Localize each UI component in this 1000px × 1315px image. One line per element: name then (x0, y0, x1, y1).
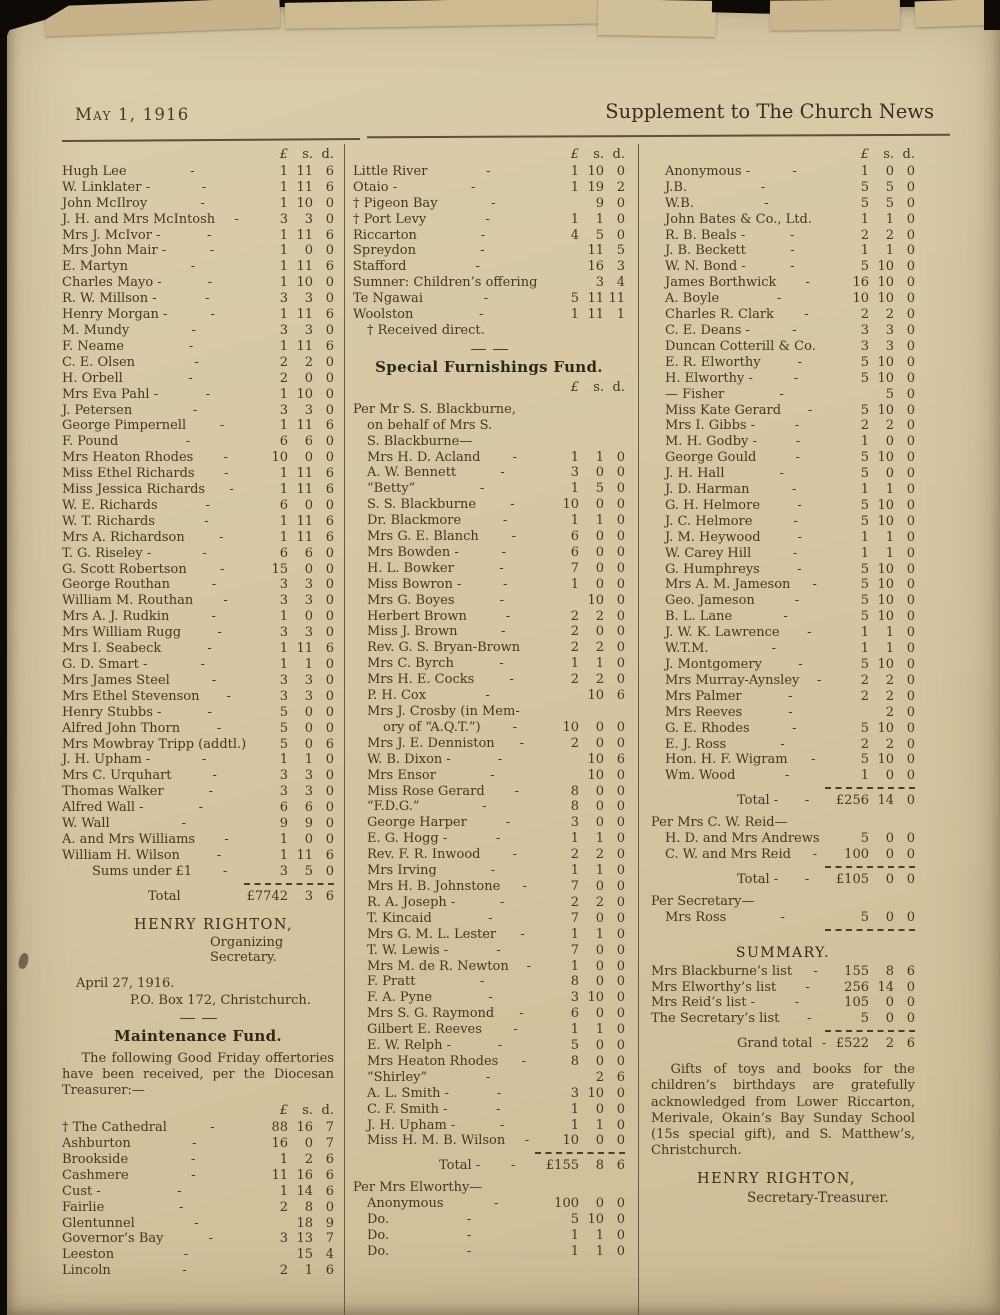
ledger-row: John McIlroy - 1 10 0 (62, 195, 334, 211)
ledger-row: Mrs J. McIvor - - 1 11 6 (62, 227, 334, 243)
ledger-row: Little River - 1 10 0 (353, 163, 625, 179)
furnishings-donations-list (353, 380, 625, 1260)
ledger-row: Sumner: Children’s offering 3 4 (353, 275, 625, 291)
ledger-row: W. E. Richards - 6 0 0 (62, 497, 334, 513)
ledger-row: Anonymous - - 1 0 0 (665, 163, 915, 179)
ledger-row: C. W. and Mrs Reid - 100 0 0 (665, 846, 915, 862)
ledger-row: C. F. Smith - - 1 0 0 (367, 1101, 625, 1117)
ledger-row: H. Elworthy - - 5 10 0 (665, 370, 915, 386)
ledger-row: E. R. Elworthy - 5 10 0 (665, 354, 915, 370)
ledger-row: A. L. Smith - - 3 10 0 (367, 1085, 625, 1101)
ledger-row: G. D. Smart - - 1 1 0 (62, 657, 334, 672)
ledger-row: George Pimpernell - 1 11 6 (62, 418, 334, 434)
group-label: Mrs J. Crosby (in Mem- (367, 704, 520, 719)
ledger-row: Mrs Palmer - 2 2 0 (665, 688, 915, 704)
ledger-row: Riccarton - 4 5 0 (353, 227, 625, 243)
ledger-row: Gilbert E. Reeves - 1 1 0 (367, 1022, 625, 1038)
ledger-row: Do. - 1 1 0 (367, 1228, 625, 1243)
ledger-row: J. H. Upham - - 1 1 0 (62, 752, 334, 768)
ledger-row: Woolston - 1 11 1 (353, 307, 625, 323)
column-left (62, 147, 334, 1279)
ledger-row: Geo. Jameson - 5 10 0 (665, 593, 915, 609)
ledger-row: Mrs Eva Pahl - - 1 10 0 (62, 386, 334, 402)
ledger-row: W. T. Richards - 1 11 6 (62, 513, 334, 529)
ledger-row: P. H. Cox - 10 6 (367, 688, 625, 704)
ledger-row: Mrs I. Seabeck - 1 11 6 (62, 641, 334, 657)
ledger-row: Mrs Ensor - 10 0 (367, 767, 625, 783)
ledger-row: Hon. H. F. Wigram - 5 10 0 (665, 752, 915, 768)
ledger-row: Mrs A. Richardson - 1 11 6 (62, 529, 334, 545)
amount-rule (651, 1030, 915, 1032)
ledger-row: R. A. Joseph - - 2 2 0 (367, 894, 625, 910)
ledger-row: W. B. Dixon - - 10 6 (367, 751, 625, 767)
amount-rule (62, 883, 334, 885)
ledger-row: T. W. Lewis - - 7 0 0 (367, 942, 625, 958)
offertories-list (62, 1103, 334, 1279)
ledger-row: Miss Rose Gerard - 8 0 0 (367, 783, 625, 799)
money-columns-header: £ s. d. (860, 147, 915, 162)
ledger-row: Mrs Ethel Stevenson - 3 3 0 (62, 688, 334, 704)
header-rule-right (367, 134, 950, 138)
ledger-row: Mrs Bowden - - 6 0 0 (367, 544, 625, 560)
ledger-row: Mrs I. Gibbs - - 2 2 0 (665, 418, 915, 434)
ledger-row: Mrs Ross - 5 0 0 (665, 909, 915, 925)
donations-list-right (651, 147, 915, 931)
ledger-row: S. S. Blackburne - 10 0 0 (367, 497, 625, 513)
ledger-row: Mrs Irving - 1 1 0 (367, 863, 625, 879)
ledger-row: Mrs Murray-Aynsley - 2 2 0 (665, 672, 915, 688)
group-label: Per Secretary— (651, 893, 755, 909)
ledger-row: George Gould - 5 10 0 (665, 450, 915, 466)
ledger-row: J. C. Helmore - 5 10 0 (665, 513, 915, 529)
section-divider (62, 1018, 334, 1019)
ledger-row: “F.D.G.” - 8 0 0 (367, 799, 625, 815)
ledger-row: C. E. Deans - - 3 3 0 (665, 322, 915, 338)
amount-rule (651, 787, 915, 789)
ledger-row: Dr. Blackmore - 1 1 0 (367, 513, 625, 529)
ledger-row: Miss Kate Gerard - 5 10 0 (665, 402, 915, 418)
ledger-row: Wm. Wood - 1 0 0 (665, 768, 915, 784)
gifts-paragraph: Gifts of toys and books for the children’s birthdays are gratefully acknowledged from Lower Riccarton, Merivale, Okain’s Bay Sunday School (15s special gift), and S. Matthew’s, Christchurch. (651, 1062, 915, 1159)
ledger-row: George Routhan - 3 3 0 (62, 577, 334, 593)
ledger-row: G. H. Helmore - 5 10 0 (665, 497, 915, 513)
ledger-row: J.B. - 5 5 0 (665, 179, 915, 195)
ledger-row: Mrs Mowbray Tripp (addtl.) 5 0 6 (62, 736, 334, 752)
parishes-list (353, 147, 625, 339)
amount-rule (353, 1152, 625, 1154)
ledger-row: J. B. Beckett - 1 1 0 (665, 243, 915, 259)
masthead-title: Supplement to The Church News (605, 100, 934, 123)
ledger-row: Ashburton - 16 0 7 (62, 1136, 334, 1152)
ledger-row: Miss H. M. B. Wilson - 10 0 0 (367, 1133, 625, 1149)
ledger-row: Alfred John Thorn - 5 0 0 (62, 720, 334, 736)
ledger-row: George Harper - 3 0 0 (367, 815, 625, 831)
ledger-row: W. Carey Hill - 1 1 0 (665, 545, 915, 561)
ledger-row: F. Pratt - 8 0 0 (367, 974, 625, 990)
ledger-row: William M. Routhan - 3 3 0 (62, 593, 334, 609)
ledger-row: Hugh Lee - 1 11 6 (62, 163, 334, 179)
ledger-row: H. D. and Mrs Andrews 5 0 0 (665, 831, 915, 847)
ledger-row: B. L. Lane - 5 10 0 (665, 609, 915, 625)
section-divider (353, 349, 625, 350)
issue-date: May 1, 1916 (75, 105, 190, 124)
ledger-row: Stafford - 16 3 (353, 259, 625, 275)
group-label: Per Mrs C. W. Reid— (651, 815, 788, 831)
ledger-row: Cust - - 1 14 6 (62, 1183, 334, 1199)
ledger-row: Do. - 5 10 0 (367, 1212, 625, 1228)
ledger-row: Miss Jessica Richards - 1 11 6 (62, 482, 334, 498)
ledger-row: Governor’s Bay - 3 13 7 (62, 1231, 334, 1247)
header-rule-left (62, 138, 360, 142)
ledger-row: Henry Morgan - - 1 11 6 (62, 307, 334, 323)
special-furnishings-heading: Special Furnishings Fund. (375, 357, 603, 376)
total-row: Grand total - £522 2 6 (737, 1036, 915, 1052)
ledger-row: J. D. Harman - 1 1 0 (665, 482, 915, 498)
ledger-row: Mrs Heaton Rhodes - 8 0 0 (367, 1053, 625, 1069)
torn-gap (712, 0, 770, 14)
ledger-row: Mrs G. E. Blanch - 6 0 0 (367, 529, 625, 545)
group-label: S. Blackburne— (367, 433, 473, 449)
ledger-row: J. H. Upham - - 1 1 0 (367, 1117, 625, 1133)
money-columns-header: £ s. d. (279, 147, 334, 162)
ledger-row: Glentunnel - 18 9 (62, 1215, 334, 1231)
ledger-row: M. Mundy - 3 3 0 (62, 322, 334, 338)
ledger-row: — Fisher - 5 0 (665, 386, 915, 402)
ledger-row: T. G. Riseley - - 6 6 0 (62, 545, 334, 561)
paper-sheet (7, 7, 1000, 1315)
ledger-row: “Betty” - 1 5 0 (367, 481, 625, 497)
ledger-row: Rev. F. R. Inwood - 2 2 0 (367, 847, 625, 863)
ledger-row: Sums under £1 - 3 5 0 (92, 863, 334, 879)
ledger-row: Mrs Blackburne’s list - 155 8 6 (651, 963, 915, 979)
signature-title: Secretary-Treasurer. (747, 1190, 889, 1207)
ledger-row: E. J. Ross - 2 2 0 (665, 736, 915, 752)
ledger-row: J. M. Heywood - 1 1 0 (665, 529, 915, 545)
money-columns-header: £ s. d. (570, 379, 625, 395)
ledger-row: F. Pound - 6 6 0 (62, 434, 334, 450)
ledger-row: Mrs Reeves - 2 0 (665, 704, 915, 720)
ledger-row: Mrs S. G. Raymond - 6 0 0 (367, 1006, 625, 1022)
ledger-row: R. B. Beals - - 2 2 0 (665, 227, 915, 243)
amount-rule (651, 866, 915, 868)
ledger-row: Miss J. Brown - 2 0 0 (367, 624, 625, 640)
ledger-row: Te Ngawai - 5 11 11 (353, 291, 625, 307)
ledger-row: Thomas Walker - 3 3 0 (62, 784, 334, 800)
column-rule-1 (344, 144, 345, 1315)
money-columns-header: £ s. d. (279, 1103, 334, 1119)
ledger-row: Miss Bowron - - 1 0 0 (367, 576, 625, 592)
ledger-row: E. G. Hogg - - 1 1 0 (367, 831, 625, 847)
signature-address: P.O. Box 172, Christchurch. (130, 992, 311, 1008)
ledger-row: Charles Mayo - - 1 10 0 (62, 275, 334, 291)
ledger-row: Mrs Elworthy’s list - 256 14 0 (651, 979, 915, 995)
ledger-row: Anonymous - 100 0 0 (367, 1196, 625, 1212)
signature-name: HENRY RIGHTON, (134, 916, 293, 933)
ledger-row: The Secretary’s list - 5 0 0 (651, 1011, 915, 1027)
ledger-row: A. and Mrs Williams - 1 0 0 (62, 831, 334, 847)
ledger-row: T. Kincaid - 7 0 0 (367, 910, 625, 926)
ledger-row: Mrs G. M. L. Lester - 1 1 0 (367, 926, 625, 942)
total-row: Total - - £256 14 0 (737, 793, 915, 809)
ledger-row: E. Martyn - 1 11 6 (62, 259, 334, 275)
ledger-row: W. Linklater - - 1 11 6 (62, 179, 334, 195)
group-label: † Received direct. (367, 322, 485, 338)
column-right (651, 147, 915, 1206)
column-rule-2 (638, 144, 639, 1315)
ledger-row: Mrs James Steel - 3 3 0 (62, 672, 334, 688)
ledger-row: Mrs H. E. Cocks - 2 2 0 (367, 672, 625, 688)
amount-rule (651, 929, 915, 931)
ledger-row: H. L. Bowker - 7 0 0 (367, 560, 625, 576)
ledger-row: A. Boyle - 10 10 0 (665, 291, 915, 307)
ledger-row: J. Montgomery - 5 10 0 (665, 657, 915, 672)
ledger-row: Mrs C. Urquhart - 3 3 0 (62, 768, 334, 784)
ledger-row: H. Orbell - 2 0 0 (62, 370, 334, 386)
summary-heading: SUMMARY. (735, 944, 831, 961)
ledger-row: A. W. Bennett - 3 0 0 (367, 465, 625, 481)
ledger-row: Henry Stubbs - - 5 0 0 (62, 704, 334, 720)
ledger-row: Herbert Brown - 2 2 0 (367, 608, 625, 624)
group-label: Per Mr S. S. Blackburne, (353, 401, 517, 417)
column-middle (353, 147, 625, 1260)
ledger-row: M. H. Godby - - 1 0 0 (665, 434, 915, 450)
ledger-row: W.B. - 5 5 0 (665, 195, 915, 211)
ledger-row: Mrs G. Boyes - 10 0 (367, 592, 625, 608)
ledger-row: J. H. and Mrs McIntosh - 3 3 0 (62, 211, 334, 227)
ledger-row: G. Humphreys - 5 10 0 (665, 561, 915, 577)
ledger-row: John Bates & Co., Ltd. 1 1 0 (665, 211, 915, 227)
ledger-row: Cashmere - 11 16 6 (62, 1167, 334, 1183)
ledger-row: E. W. Relph - - 5 0 0 (367, 1038, 625, 1054)
ledger-row: Rev. G. S. Bryan-Brown 2 2 0 (367, 640, 625, 656)
ledger-row: Miss Ethel Richards - 1 11 6 (62, 466, 334, 482)
donations-list-left (62, 147, 334, 905)
ledger-row: J. W. K. Lawrence - 1 1 0 (665, 625, 915, 641)
ledger-row: R. W. Millson - - 3 3 0 (62, 291, 334, 307)
ledger-row: F. Neame - 1 11 6 (62, 338, 334, 354)
ledger-row: Alfred Wall - - 6 6 0 (62, 800, 334, 816)
ledger-row: Mrs H. B. Johnstone - 7 0 0 (367, 878, 625, 894)
ledger-row: Mrs A. M. Jameson - 5 10 0 (665, 577, 915, 593)
total-row: Total - - £105 0 0 (737, 871, 915, 887)
ledger-row: Mrs C. Byrch - 1 1 0 (367, 656, 625, 672)
ledger-row: Mrs J. E. Denniston - 2 0 0 (367, 735, 625, 751)
ledger-row: C. E. Olsen - 2 2 0 (62, 354, 334, 370)
ledger-row: Mrs John Mair - - 1 0 0 (62, 243, 334, 259)
ledger-row: Mrs Reid’s list - - 105 0 0 (651, 995, 915, 1011)
ledger-row: Mrs A. J. Rudkin - 1 0 0 (62, 609, 334, 625)
ledger-row: Mrs M. de R. Newton - 1 0 0 (367, 958, 625, 974)
ledger-row: Brookside - 1 2 6 (62, 1151, 334, 1167)
ledger-row: W. Wall - 9 9 0 (62, 816, 334, 832)
ledger-row: G. E. Rhodes - 5 10 0 (665, 720, 915, 736)
group-label: Per Mrs Elworthy— (353, 1180, 483, 1196)
ledger-row: “Shirley” - 2 6 (367, 1069, 625, 1085)
group-label: on behalf of Mrs S. (367, 417, 493, 433)
ledger-row: Otaio - - 1 19 2 (353, 179, 625, 195)
total-row: Total £7742 3 6 (148, 888, 334, 904)
ledger-row: Mrs William Rugg - 3 3 0 (62, 625, 334, 641)
money-columns-header: £ s. d. (570, 147, 625, 162)
maintenance-intro-paragraph: The following Good Friday offertories have been received, per the Diocesan Treasurer:— (62, 1050, 334, 1098)
ledger-row: † Pigeon Bay - 9 0 (353, 195, 625, 211)
ledger-row: Leeston - 15 4 (62, 1247, 334, 1263)
ledger-row: † Port Levy - 1 1 0 (353, 211, 625, 227)
ledger-row: William H. Wilson - 1 11 6 (62, 847, 334, 863)
ledger-row: G. Scott Robertson - 15 0 0 (62, 561, 334, 577)
ledger-row: F. A. Pyne - 3 10 0 (367, 990, 625, 1006)
ledger-row: Lincoln - 2 1 6 (62, 1263, 334, 1279)
ledger-row: Mrs H. D. Acland - 1 1 0 (367, 449, 625, 465)
torn-paper-edge (598, 0, 717, 37)
pencil-smudge (17, 952, 30, 970)
ledger-row: † The Cathedral - 88 16 7 (62, 1120, 334, 1136)
signature-name: HENRY RIGHTON, (697, 1171, 856, 1188)
ledger-row: ory of “A.Q.T.”) - 10 0 0 (383, 719, 625, 735)
torn-paper-edge (770, 0, 900, 31)
ledger-row: J. H. Hall - 5 0 0 (665, 466, 915, 482)
ledger-row: James Borthwick - 16 10 0 (665, 275, 915, 291)
summary-list (651, 964, 915, 1053)
ledger-row: Duncan Cotterill & Co. 3 3 0 (665, 338, 915, 354)
ledger-row: Charles R. Clark - 2 2 0 (665, 307, 915, 323)
signature-title: Organizing Secretary. (210, 934, 284, 965)
ledger-row: W. N. Bond - - 5 10 0 (665, 259, 915, 275)
maintenance-fund-heading: Maintenance Fund. (114, 1026, 282, 1045)
ledger-row: Do. - 1 1 0 (367, 1243, 625, 1259)
total-row: Total - - £155 8 6 (439, 1158, 625, 1174)
torn-gap (984, 0, 1000, 30)
ledger-row: Fairlie - 2 8 0 (62, 1199, 334, 1215)
ledger-row: Spreydon - 11 5 (353, 243, 625, 259)
ledger-row: W.T.M. - 1 1 0 (665, 641, 915, 657)
ledger-row: J. Petersen - 3 3 0 (62, 402, 334, 418)
ledger-row: Mrs Heaton Rhodes - 10 0 0 (62, 450, 334, 466)
signature-date: April 27, 1916. (76, 975, 175, 991)
